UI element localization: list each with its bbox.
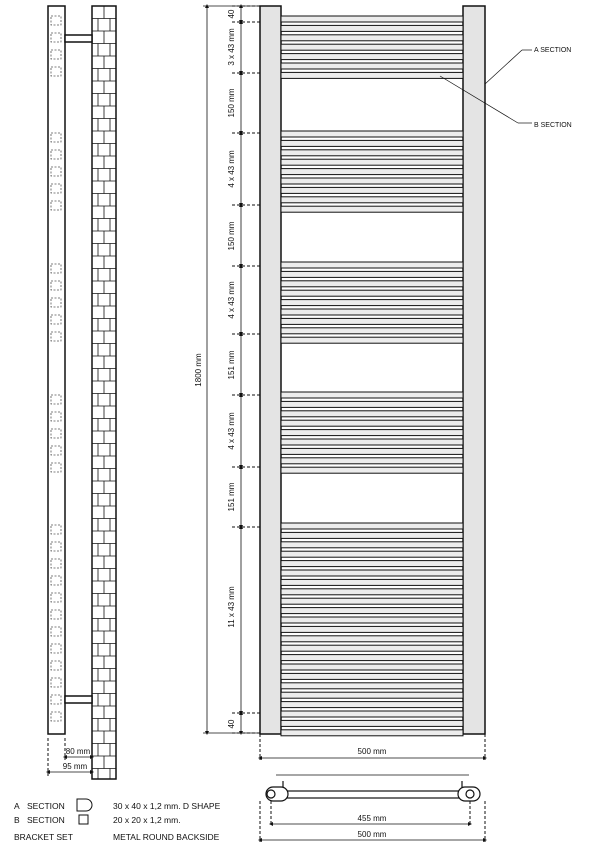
dim-top-label: 40: [227, 9, 236, 19]
dim-gap1-label: 150 mm: [227, 88, 236, 118]
towel-bar: [281, 54, 463, 60]
towel-bar: [281, 542, 463, 548]
towel-bar: [281, 187, 463, 193]
square-section-icon: [79, 815, 88, 824]
side-view-tube: [48, 6, 65, 734]
dim-bottom-label: 40: [227, 719, 236, 729]
towel-bar: [281, 683, 463, 689]
towel-bar: [281, 72, 463, 78]
towel-bar: [281, 63, 463, 69]
towel-bar: [281, 692, 463, 698]
towel-bar: [281, 645, 463, 651]
towel-bar: [281, 636, 463, 642]
towel-bar: [281, 337, 463, 343]
towel-bar: [281, 598, 463, 604]
legend-b-name: SECTION: [27, 815, 65, 825]
dim-group2-label: 4 x 43 mm: [227, 150, 236, 188]
towel-bar: [281, 523, 463, 529]
towel-bar: [281, 300, 463, 306]
legend-a-spec: 30 x 40 x 1,2 mm. D SHAPE: [113, 801, 221, 811]
top-view: [260, 775, 485, 842]
dim-group3-label: 4 x 43 mm: [227, 281, 236, 319]
segment-dimensions: [232, 6, 260, 733]
center-distance-label: 455 mm: [357, 814, 387, 823]
towel-bar: [281, 570, 463, 576]
towel-bar: [281, 411, 463, 417]
towel-bar: [281, 150, 463, 156]
width-dim-label: 500 mm: [357, 747, 387, 756]
dim-gap4-label: 151 mm: [227, 482, 236, 512]
towel-bar: [281, 655, 463, 661]
left-bracket-hole: [267, 790, 275, 798]
right-rail: [463, 6, 485, 734]
towel-bar: [281, 178, 463, 184]
lower-bracket: [65, 696, 92, 703]
towel-bar: [281, 532, 463, 538]
a-section-leader: [485, 50, 522, 84]
towel-bar: [281, 281, 463, 287]
towel-bar: [281, 262, 463, 268]
towel-bar: [281, 561, 463, 567]
wall-brick-section: [92, 6, 116, 779]
front-view: [260, 6, 485, 736]
towel-bar: [281, 458, 463, 464]
towel-bar: [281, 159, 463, 165]
towel-bar: [281, 448, 463, 454]
dim-gap3-label: 151 mm: [227, 350, 236, 380]
towel-bar: [281, 271, 463, 277]
towel-bar: [281, 290, 463, 296]
towel-bar: [281, 617, 463, 623]
left-rail: [260, 6, 281, 734]
towel-bar: [281, 551, 463, 557]
dim-group4-label: 4 x 43 mm: [227, 412, 236, 450]
right-bracket-hole: [466, 790, 474, 798]
towel-bar: [281, 328, 463, 334]
legend-a-name: SECTION: [27, 801, 65, 811]
wall-offset-outer-label: 95 mm: [62, 762, 88, 771]
legend-bracket-spec: METAL ROUND BACKSIDE: [113, 832, 220, 842]
dim-group5-label: 11 x 43 mm: [227, 586, 236, 628]
towel-bar: [281, 673, 463, 679]
legend-a-letter: A: [14, 801, 20, 811]
towel-bar: [281, 16, 463, 22]
towel-bar: [281, 25, 463, 31]
towel-bar: [281, 35, 463, 41]
towel-bar: [281, 664, 463, 670]
legend-b-letter: B: [14, 815, 20, 825]
total-height-label: 1800 mm: [194, 353, 203, 387]
towel-bar: [281, 206, 463, 212]
towel-bar: [281, 626, 463, 632]
d-shape-icon: [77, 799, 92, 811]
towel-bar: [281, 711, 463, 717]
towel-bar: [281, 467, 463, 473]
b-section-callout: B SECTION: [534, 122, 572, 129]
wall-offset-inner-label: 80 mm: [65, 747, 91, 756]
side-view: [48, 6, 116, 779]
a-section-callout: A SECTION: [534, 47, 572, 54]
dim-gap2-label: 150 mm: [227, 221, 236, 251]
towel-bar: [281, 169, 463, 175]
segment-dimension-labels: [227, 9, 236, 728]
towel-bar: [281, 392, 463, 398]
towel-bar: [281, 730, 463, 736]
towel-bar: [281, 430, 463, 436]
towel-bar: [281, 197, 463, 203]
towel-bar: [281, 439, 463, 445]
towel-bars: [281, 16, 463, 736]
towel-bar: [281, 401, 463, 407]
towel-bar: [281, 131, 463, 137]
towel-bar: [281, 702, 463, 708]
legend-b-spec: 20 x 20 x 1,2 mm.: [113, 815, 181, 825]
towel-bar: [281, 318, 463, 324]
towel-bar: [281, 579, 463, 585]
towel-bar: [281, 309, 463, 315]
towel-bar: [281, 589, 463, 595]
bottom-width-label: 500 mm: [357, 830, 387, 839]
top-view-bar: [280, 791, 465, 798]
upper-bracket: [65, 35, 92, 42]
dim-group1-label: 3 x 43 mm: [227, 28, 236, 66]
towel-bar: [281, 44, 463, 50]
towel-bar: [281, 720, 463, 726]
towel-bar: [281, 140, 463, 146]
legend-bracket-label: BRACKET SET: [14, 832, 73, 842]
towel-bar: [281, 420, 463, 426]
towel-bar: [281, 608, 463, 614]
